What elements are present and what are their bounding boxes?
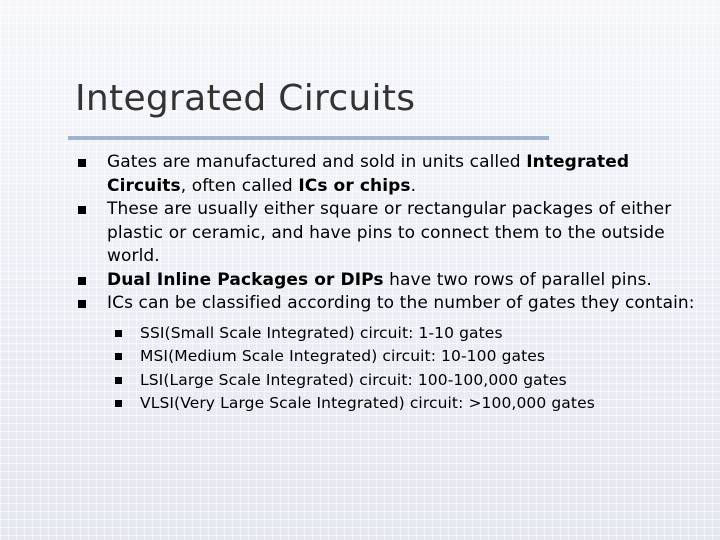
square-bullet-icon [115,330,122,337]
square-bullet-icon [78,206,86,214]
square-bullet-icon [78,277,86,285]
bullet-item [78,292,708,416]
bullet-text: , often called [180,175,299,196]
sub-bullet-text: LSI(Large Scale Integrated) circuit: 100-100,000 gates [140,370,567,389]
slide-title: Integrated Circuits [75,78,416,119]
square-bullet-icon [115,353,122,360]
square-bullet-icon [115,377,122,384]
bullet-list [78,151,708,416]
sub-bullet-item [115,322,708,346]
bullet-text: have two rows of parallel pins. [383,269,652,290]
sub-bullet-item [115,345,708,369]
bullet-text: . [410,175,417,196]
title-underline [68,136,549,140]
square-bullet-icon [78,159,86,167]
bullet-item [78,269,708,293]
bullet-item [78,198,708,269]
sub-bullet-text: SSI(Small Scale Integrated) circuit: 1-10 gates [140,323,503,342]
bullet-bold-text: Integrated Circuits [107,152,630,196]
bullet-bold-text: Dual Inline Packages or DIPs [107,269,384,290]
sub-bullet-text: MSI(Medium Scale Integrated) circuit: 10-100 gates [140,347,546,365]
sub-bullet-item [115,369,708,393]
square-bullet-icon [78,300,86,308]
sub-bullet-list [115,322,708,416]
bullet-text: Gates are manufactured and sold in units called [107,152,527,172]
bullet-text: ICs can be classified according to the number of gates they contain: [107,293,695,313]
bullet-text: These are usually either square or rectangular packages of either plastic or ceramic, and have pins to connect them to the outside world. [107,199,672,266]
sub-bullet-text: VLSI(Very Large Scale Integrated) circuit: >100,000 gates [140,394,595,412]
bullet-item [78,151,708,198]
sub-bullet-item [115,392,708,416]
square-bullet-icon [115,400,122,407]
bullet-bold-text: ICs or chips [298,175,411,196]
